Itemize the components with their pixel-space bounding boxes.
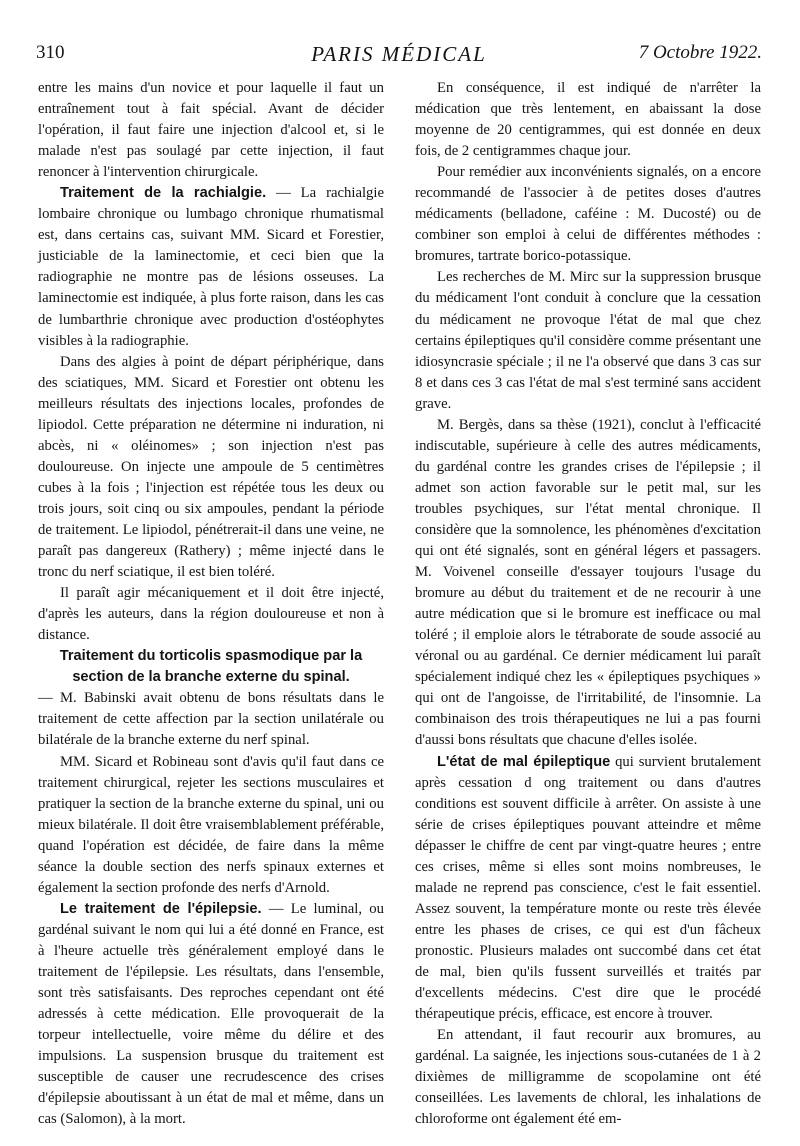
paragraph: M. Bergès, dans sa thèse (1921), conclut à l'efficacité indiscutable, supérieure à celle des autres médicaments, du gardénal contre les grandes crises de l'épilepsie ; il admet son action favorable sur le petit mal, sur les troubles psychiques, sur l'état mental chronique. Il considère que la somnolence, les phénomènes d'excitation qui ont été signalés, sont en général légers et passagers. M. Voivenel conseille d'essayer toujours l'usage du bromure au début du traitement et de ne recourir à une autre médication que si le bromure est inefficace ou mal toléré ; il emploie alors le tétraborate de soude associé au véronal ou au gardénal. Ce dernier médicament lui paraît spécialement indiqué chez les « épileptiques psychiques » qui ont de l'angoisse, de l'irritabilité, de l'insomnie. La combinaison des trois thérapeutiques ne lui a pas fourni d'aussi bons résultats que chacune d'elles isolée. — [415, 416, 761, 749]
paragraph-epilepsie — [38, 899, 384, 1131]
paragraph: En conséquence, il est indiqué de n'arrêter la médication que très lentement, en abaissant la dose moyenne de 20 centigrammes, qui est donnée en deux fois, de 2 centigrammes chaque jour. — [415, 80, 761, 160]
page-header — [36, 42, 762, 76]
journal-title: PARIS MÉDICAL — [311, 42, 487, 66]
paragraph-rachialgie — [38, 183, 384, 351]
section-heading: Traitement de la rachialgie. — [60, 185, 267, 202]
issue-date: 7 Octobre 1922. — [638, 42, 762, 63]
paragraph: Dans des algies à point de départ périphérique, dans des sciatiques, MM. Sicard et Forestier ont obtenu les meilleurs résultats des injections locales, profondes de lipiodol. Cette préparation ne détermine ni induration, ni abcès, ni « oléinomes» ; son injection n'est pas douloureuse. On injecte une ampoule de 5 centimètres cubes à la fois ; l'injection est répétée tous les deux ou trois jours, soit cinq ou six ampoules, pendant la période de traitement. Le lipiodol, pénétrerait-il dans une veine, ne paraît pas dangereux (Rathery) ; même injecté dans le tronc du nerf sciatique, il est bien toléré. — [38, 353, 384, 581]
paragraph: — M. Babinski avait obtenu de bons résultats dans le traitement de cette affection par la section unilatérale ou bilatérale de la branche externe du nerf spinal. — [38, 690, 384, 749]
paragraph-text: qui survient brutalement après cessation d ong traitement ou dans d'autres conditions est souvent difficile à arrêter. On assiste à une série de crises épileptiques pouvant atteindre et même dépasser le chiffre de cent par vingt-quatre heures ; entre ces crises, même si elles sont moins nombreuses, le malade ne reprend pas conscience, c'est le fait essentiel. Assez souvent, la température monte ou reste très élevée entre les phases de crises, ce qui est d'un fâcheux pronostic. Plusieurs malades ont succombé dans cet état de mal, bien qu'ils fussent surveillés et traités par d'excellents médecins. C'est dire que le procédé thérapeutique précis, efficace, est encore à trouver. — [415, 753, 761, 1023]
paragraph: entre les mains d'un novice et pour laquelle il faut un entraînement tout à fait spécial. Avant de décider l'opération, il faut faire une injection d'alcool et, si le malade n'est pas soulagé par cette injection, il faut renoncer à l'intervention chirurgicale. — [38, 80, 384, 181]
paragraph: Il paraît agir mécaniquement et il doit être injecté, d'après les auteurs, dans la région douloureuse et non à distance. — [38, 585, 384, 644]
section-heading: L'état de mal épileptique — [437, 753, 611, 770]
paragraph: MM. Sicard et Robineau sont d'avis qu'il faut dans ce traitement chirurgical, rejeter les sections musculaires et pratiquer la section de la branche externe du spinal, uni ou mieux bilatérale. Il doit être vraisemblablement préférable, quand l'opération est décidée, de faire dans la même séance la double section des nerfs spinaux externes et également la section profonde des nerfs d'Arnold. — [38, 753, 384, 896]
right-column — [415, 78, 761, 1130]
paragraph-etat-de-mal — [415, 752, 761, 1026]
section-heading-torticolis: Traitement du torticolis spasmodique par la section de la branche externe du spinal. — [59, 648, 363, 686]
paragraph: Pour remédier aux inconvénients signalés, on a encore recommandé de l'associer à de petites doses d'autres médicaments (belladone, caféine : M. Ducosté) ou de combiner son emploi à celui de différentes méthodes : bromures, tartrate borico-potassique. — [415, 164, 761, 265]
paragraph-text: — Le luminal, ou gardénal suivant le nom qui lui a été donné en France, est à l'heure actuelle très généralement employé dans le traitement de l'épilepsie. Les résultats, dans l'ensemble, sont très satisfaisants. Des reproches cependant ont été adressés à cette médication. Elle provoquerait de la torpeur intellectuelle, voire même du délire et des impulsions. La suspension brusque du traitement est susceptible de causer une recrudescence des crises d'épilepsie aboutissant à un état de mal et même, dans un cas (Salomon), à la mort. — [38, 900, 384, 1128]
paragraph: Les recherches de M. Mirc sur la suppression brusque du médicament l'ont conduit à conclure que la cessation du médicament ne provoque l'état de mal que chez certains épileptiques qu'il considère comme présentant une idiosyncrasie spéciale ; il ne l'a observé que dans 3 cas sur 8 et dans ces 3 cas l'état de mal s'est terminé sans accident grave. — [415, 269, 761, 412]
section-heading: Le traitement de l'épilepsie. — [60, 900, 262, 917]
paragraph: En attendant, il faut recourir aux bromures, au gardénal. La saignée, les injections sous-cutanées de 1 à 2 dixièmes de milligramme de scopolamine ont été conseillées. Les lavements de chloral, les inhalations de chloroforme ont également été em- — [415, 1027, 761, 1128]
left-column — [38, 78, 384, 1130]
page-number: 310 — [36, 42, 65, 63]
paragraph-text: — La rachialgie lombaire chronique ou lumbago chronique rhumatismal est, dans certains cas, suivant MM. Sicard et Forestier, justiciable de la laminectomie, et ceci bien que la radiographie ne montre pas de lésions osseuses. La laminectomie est indiquée, à plus forte raison, dans les cas de lumbarthrie chronique avec production d'ostéophytes visibles à la radiographie. — [38, 185, 384, 349]
